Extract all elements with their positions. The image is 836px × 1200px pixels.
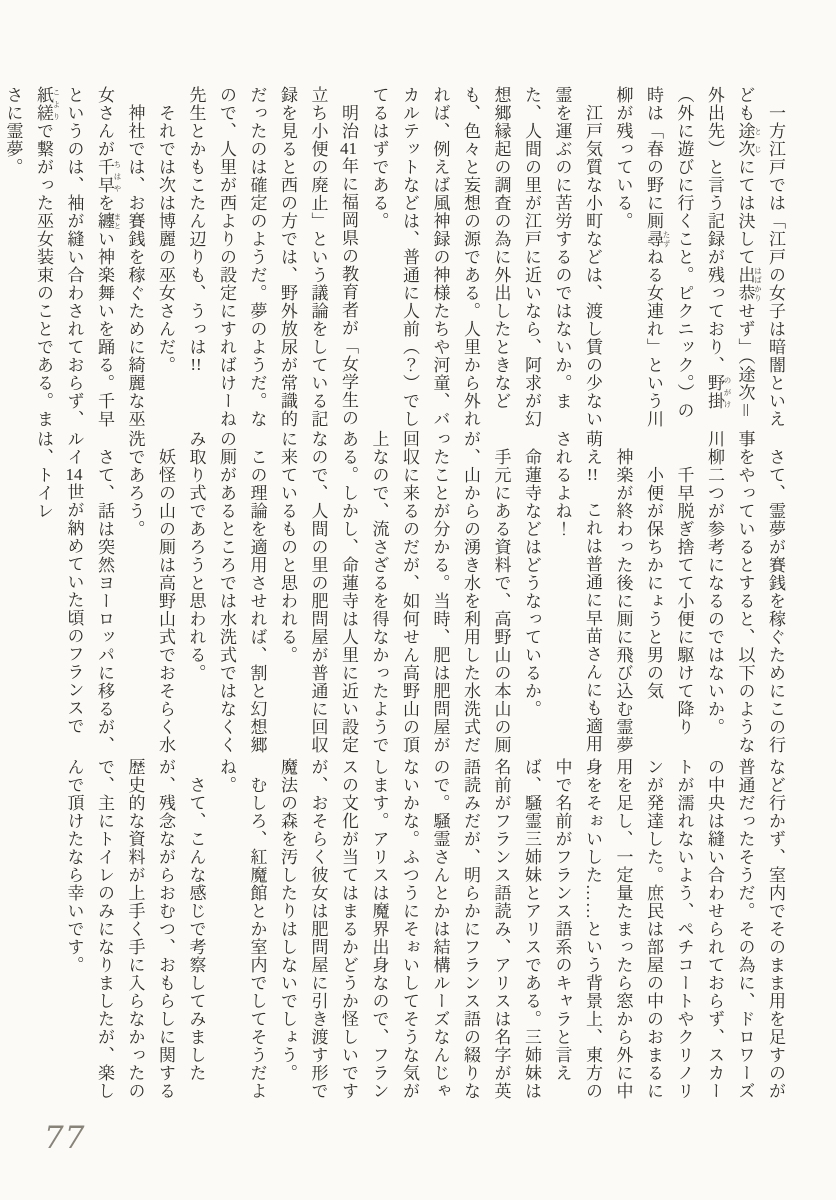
ruby-annotation: 纏 まと [95, 212, 122, 230]
paragraph: 江戸気質な小町などは、渡し賃の少ない霊を運ぶのに苦労するのではないか。また、人間の里が江戸に近いなら、阿求が幻想郷縁起の調査の為に外出したときなども、色々と妄想の源である。人里から外れれば、例えば風神録の神様たちや河童、バカルテットなどは、普通に人前（？）でしてるはずである。 [369, 86, 602, 428]
tate-chu-yoko-text: !! [586, 466, 599, 483]
text-band-bottom [58, 758, 790, 1103]
paragraph: 神楽が終わった後に厠に飛び込む霊夢萌え!! これは普通に早苗さんにも適用されるよね！ [552, 430, 633, 754]
ruby-annotation: 紙縒 こより [34, 86, 61, 122]
ruby-annotation: 途次 とじ [735, 122, 763, 158]
paragraph: さて、霊夢が賽銭を稼ぐためにこの行事をやっているとすると、以下のような川柳二つが参考になるのではないか。 [705, 430, 785, 754]
tate-chu-yoko-text: 14 [65, 466, 83, 483]
paragraph: 妖怪の山の厠は高野山式でおそらく水洗であろう。 [125, 430, 175, 754]
paragraph: など行かず、室内でそのまま用を足すのが普通だったそうだ。その為に、ドロワーズの中央は縫い合わせられておらず、スカートが濡れないよう、ペチコートやクリノリンが発達した。庶民は部屋の中のおまるに用を足し、一定量たまったら窓から外に中身をそぉいした……という背景上、東方の中で名前がフランス語系のキャラと言えば、騒霊三姉妹とアリスである。三姉妹は名前がフランス語読み、アリスは名字が英語読みだが、明らかにフランス語の綴りなので。騒霊さんとかは結構ルーズなんじゃないかな。ふつうにそぉいしてそうな気がします。アリスは魔界出身なので、フランスの文化が当てはまるかどうか怪しいですが、おそらく彼女は肥問屋に引き渡す形で魔法の森を汚したりはしないでしょう。 [278, 758, 785, 1100]
paragraph: さて、話は突然ヨーロッパに移るが、ルイ14世が納めていた頃のフランスでは、トイレ [34, 430, 114, 754]
paragraph: 小便が保ちかにょうと男の気 [644, 466, 663, 700]
paragraph: 神社では、お賽銭を稼ぐために綺麗な巫女さんが千早 ちはやを纏 まとい神楽舞いを踊る。千早というのは、袖が縫い合わされておらず、紙縒 こよりで繋がった巫女装束のことである。まさに霊夢。 [3, 86, 145, 428]
ruby-annotation: 野掛 のがけ [705, 374, 732, 410]
page-number: 77 [44, 1120, 86, 1156]
ruby-annotation: 出恭 はばかり [735, 266, 763, 302]
paragraph: 手元にある資料で、高野山の本山の厠が、山からの湧き水を利用した水洗式だったことが分かる。当時、肥は肥問屋が回収に来るのだが、如何せん高野山の頂上なので、流さざるを得なかったようである。しかし、命蓮寺は人里に近い設定なので、人間の里の肥問屋が普通に回収に来ているものと思われる。 [278, 430, 511, 754]
text-band-middle [28, 430, 791, 760]
paragraph: 明治41年に福岡県の教育者が「女学生の立ち小便の廃止」という議論をしている記録を見ると西の方では、野外放尿が常識的だったのは確定のようだ。夢のようだ。なので、人里が西よりの設定にすればけーね先生とかもこたん辺りも、うっは!! [186, 86, 358, 428]
ruby-annotation: 千早 ちはや [95, 158, 122, 194]
ruby-annotation: 尋 たず [644, 230, 671, 248]
paragraph: この理論を適用させれば、割と幻想郷の厠があるところでは水洗式ではなくくみ取り式であろうと思われる。 [186, 430, 267, 754]
paragraph: 命蓮寺などはどうなっているか。 [522, 448, 541, 718]
paragraph: 一方江戸では「江戸の女子は暗闇といえども途次 とじにては決して出恭 はばかりせず」（途次＝外出先）と言う記録が残っており、野掛 のがけ（外に遊びに行くこと。ピクニック。）の時は「春の野に厠尋 たずねる女連れ」という川柳が残っている。 [613, 86, 785, 428]
paragraph: それでは次は博麗の巫女さんだ。 [156, 104, 175, 374]
paragraph: むしろ、紅魔館とか室内でしてそうだよね。 [217, 758, 267, 1100]
text-band-top [0, 86, 790, 431]
paragraph: さて、こんな感じで考察してみましたが、残念ながらおむつ、おもらしに関する歴史的な資料が上手く手に入らなかったので、主にトイレのみになりましたが、楽しんで頂けたなら幸いです。 [64, 758, 206, 1100]
tate-chu-yoko-text: !! [190, 356, 202, 373]
paragraph: 千早脱ぎ捨てて小便に駆けて降り [674, 466, 694, 736]
tate-chu-yoko-text: 41 [340, 140, 357, 157]
